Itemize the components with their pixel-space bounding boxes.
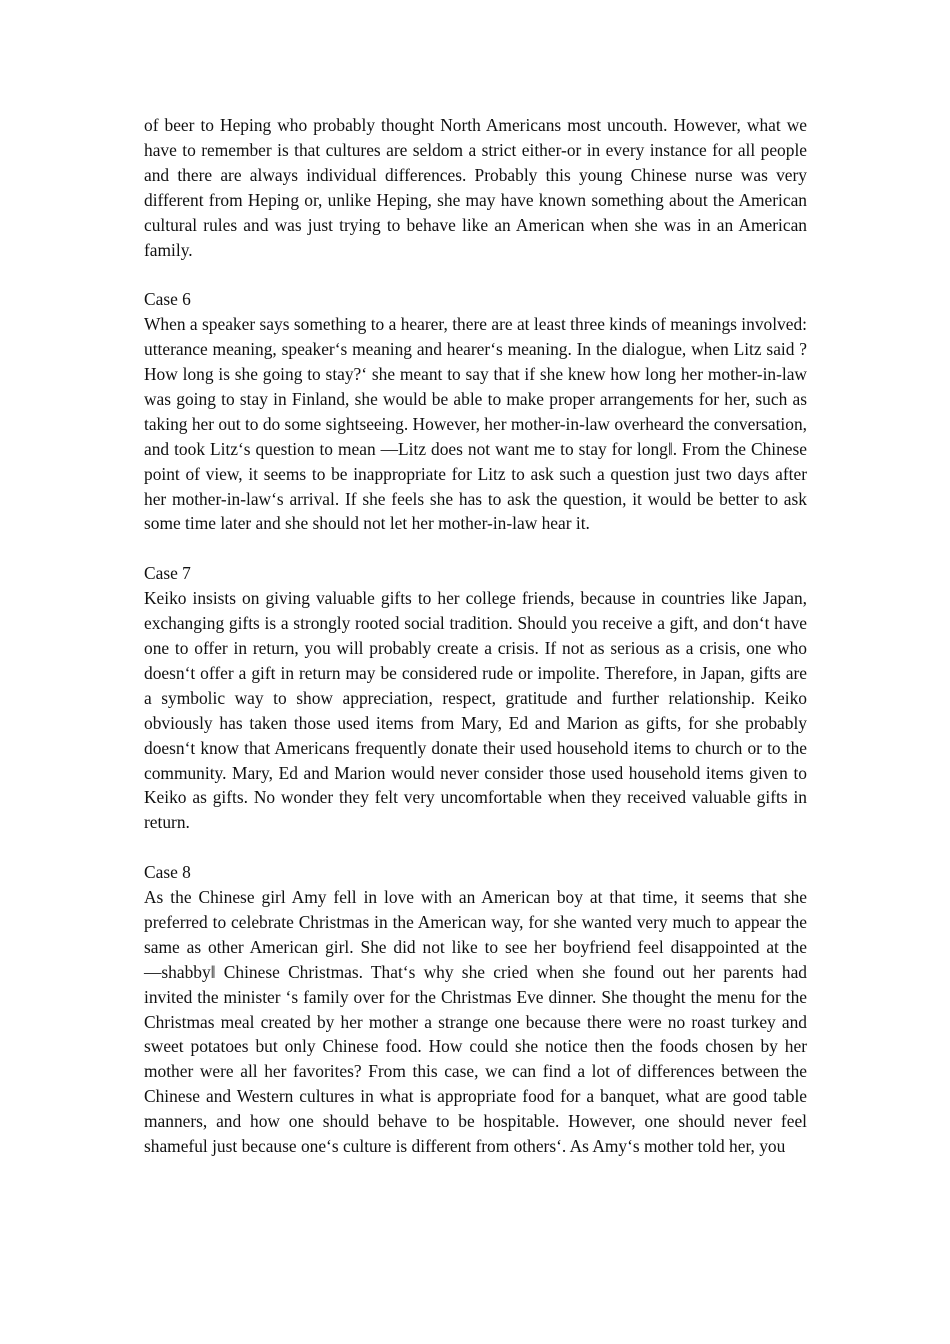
case-6-heading: Case 6 — [144, 289, 191, 310]
document-page — [144, 113, 807, 1159]
case-7-paragraph: Keiko insists on giving valuable gifts to her college friends, because in countries like Japan, exchanging gifts is a strongly rooted social tradition. Should you receive a gift, and don‘t have one to offer in return, you will probably create a crisis. If not as serious as a crisis, one who doesn‘t offer a gift in return may be considered rude or impolite. Therefore, in Japan, gifts are a symbolic way to show appreciation, respect, gratitude and further relationship. Keiko obviously has taken those used items from Mary, Ed and Marion as gifts, for she probably doesn‘t know that Americans frequently donate their used household items to church or to the community. Mary, Ed and Marion would never consider those used household items given to Keiko as gifts. No wonder they felt very uncomfortable when they received valuable gifts in return. — [144, 588, 807, 833]
paragraph-gap — [144, 536, 807, 561]
paragraph-gap — [144, 262, 807, 287]
case-7-heading: Case 7 — [144, 563, 191, 584]
paragraph-gap — [144, 835, 807, 860]
case-6-paragraph: When a speaker says something to a hearer, there are at least three kinds of meanings involved: utterance meaning, speaker‘s meaning and hearer‘s meaning. In the dialogue, when Litz said ?How long is she going to stay?‘ she meant to say that if she knew how long her mother-in-law was going to stay in Finland, she would be able to make proper arrangements for her, such as taking her out to do some sightseeing. However, her mother-in-law overheard the conversation, and took Litz‘s question to mean ―Litz does not want me to stay for long‖. From the Chinese point of view, it seems to be inappropriate for Litz to ask such a question just two days after her mother-in-law‘s arrival. If she feels she has to ask the question, it would be better to ask some time later and she should not let her mother-in-law hear it. — [144, 314, 807, 534]
case-8-heading: Case 8 — [144, 862, 191, 883]
continuation-paragraph: of beer to Heping who probably thought North Americans most uncouth. However, what we have to remember is that cultures are seldom a strict either-or in every instance for all people and there are always individual differences. Probably this young Chinese nurse was very different from Heping or, unlike Heping, she may have known something about the American cultural rules and was just trying to behave like an American when she was in an American family. — [144, 115, 807, 260]
case-8-paragraph: As the Chinese girl Amy fell in love with an American boy at that time, it seems that she preferred to celebrate Christmas in the American way, for she wanted very much to appear the same as other American girl. She did not like to see her boyfriend feel disappointed at the ―shabby‖ Chinese Christmas. That‘s why she cried when she found out her parents had invited the minister ‘s family over for the Christmas Eve dinner. She thought the menu for the Christmas meal created by her mother a strange one because there were no roast turkey and sweet potatoes but only Chinese food. How could she notice then the foods chosen by her mother were all her favorites? From this case, we can find a lot of differences between the Chinese and Western cultures in what is appropriate food for a banquet, what are good table manners, and how one should behave to be hospitable. However, one should never feel shameful just because one‘s culture is different from others‘. As Amy‘s mother told her, you — [144, 887, 807, 1157]
